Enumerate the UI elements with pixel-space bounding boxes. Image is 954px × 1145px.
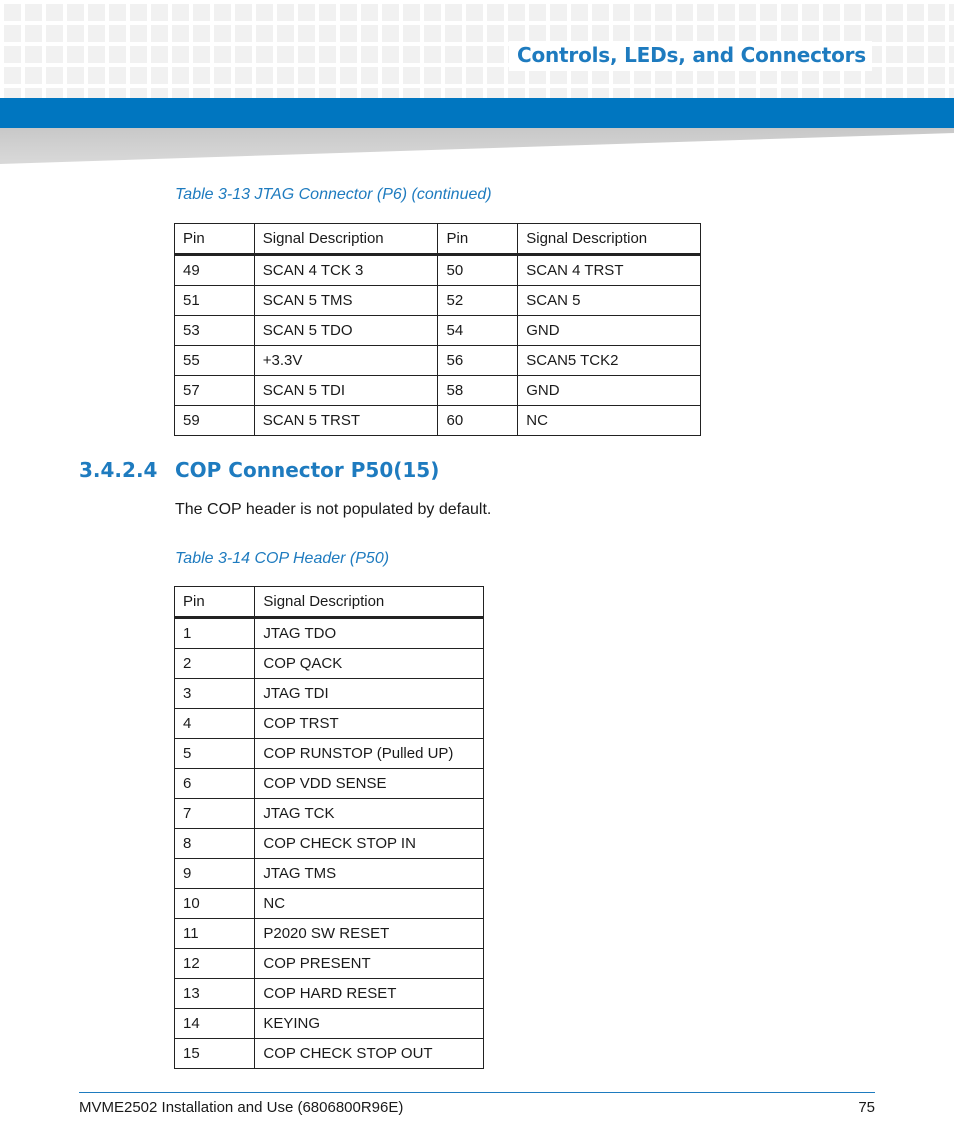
table-cell: 58	[438, 376, 518, 406]
table-cell: 53	[175, 316, 255, 346]
table-row	[175, 316, 701, 346]
table-cell: SCAN 5	[518, 286, 701, 316]
table-row	[175, 376, 701, 406]
table-cell: SCAN 5 TRST	[254, 406, 438, 436]
chapter-title: Controls, LEDs, and Connectors	[509, 41, 872, 71]
table-cell: 55	[175, 346, 255, 376]
table-cell: 6	[175, 769, 255, 799]
table-cell: +3.3V	[254, 346, 438, 376]
table-cell: 56	[438, 346, 518, 376]
table-cell: 4	[175, 709, 255, 739]
footer-rule	[79, 1092, 875, 1093]
table-cell: KEYING	[255, 1009, 484, 1039]
table-cell: 59	[175, 406, 255, 436]
table-row	[175, 406, 701, 436]
table-row	[175, 739, 484, 769]
header-cell: Signal Description	[518, 224, 701, 255]
table-row	[175, 679, 484, 709]
jtag-connector-table	[174, 223, 701, 436]
header-wedge	[0, 128, 954, 164]
table-cell: NC	[518, 406, 701, 436]
table-row	[175, 1009, 484, 1039]
table-cell: SCAN 5 TDO	[254, 316, 438, 346]
page-number: 75	[858, 1099, 875, 1116]
table-cell: COP PRESENT	[255, 949, 484, 979]
table-row	[175, 979, 484, 1009]
table-cell: 1	[175, 618, 255, 649]
table-cell: GND	[518, 316, 701, 346]
table-cell: JTAG TDI	[255, 679, 484, 709]
table-row	[175, 255, 701, 286]
table-row	[175, 769, 484, 799]
table-cell: NC	[255, 889, 484, 919]
table-cell: JTAG TCK	[255, 799, 484, 829]
section-heading	[79, 458, 439, 482]
table-cell: 52	[438, 286, 518, 316]
table-cell: SCAN 4 TCK 3	[254, 255, 438, 286]
table-cell: 15	[175, 1039, 255, 1069]
table-cell: 9	[175, 859, 255, 889]
table-cell: 60	[438, 406, 518, 436]
table-cell: 10	[175, 889, 255, 919]
table-cell: 7	[175, 799, 255, 829]
table-cell: 51	[175, 286, 255, 316]
table-cell: 14	[175, 1009, 255, 1039]
section-number: 3.4.2.4	[79, 458, 158, 482]
header-band	[0, 98, 954, 128]
header-cell: Pin	[175, 587, 255, 618]
table-cell: SCAN 5 TMS	[254, 286, 438, 316]
table-row	[175, 919, 484, 949]
table-cell: JTAG TDO	[255, 618, 484, 649]
table-row	[175, 709, 484, 739]
table-cell: COP TRST	[255, 709, 484, 739]
table-row	[175, 799, 484, 829]
table-cell: SCAN 5 TDI	[254, 376, 438, 406]
table-row	[175, 286, 701, 316]
table-cell: COP HARD RESET	[255, 979, 484, 1009]
header-cell: Pin	[438, 224, 518, 255]
table-cell: 57	[175, 376, 255, 406]
table-cell: COP RUNSTOP (Pulled UP)	[255, 739, 484, 769]
table-cell: 50	[438, 255, 518, 286]
table-row	[175, 649, 484, 679]
header-cell: Pin	[175, 224, 255, 255]
table-cell: 2	[175, 649, 255, 679]
table-cell: SCAN5 TCK2	[518, 346, 701, 376]
table-cell: COP CHECK STOP IN	[255, 829, 484, 859]
table-row	[175, 949, 484, 979]
table-cell: 49	[175, 255, 255, 286]
table-row	[175, 1039, 484, 1069]
table-cell: COP QACK	[255, 649, 484, 679]
table-cell: 5	[175, 739, 255, 769]
table-row	[175, 889, 484, 919]
header-cell: Signal Description	[255, 587, 484, 618]
section-title: COP Connector P50(15)	[175, 458, 440, 482]
table-cell: SCAN 4 TRST	[518, 255, 701, 286]
table-header-row	[175, 224, 701, 255]
table-cell: 8	[175, 829, 255, 859]
table-row	[175, 829, 484, 859]
table-cell: 11	[175, 919, 255, 949]
table-cell: COP VDD SENSE	[255, 769, 484, 799]
table-cell: P2020 SW RESET	[255, 919, 484, 949]
table-cell: 13	[175, 979, 255, 1009]
table-cell: COP CHECK STOP OUT	[255, 1039, 484, 1069]
cop-header-table	[174, 586, 484, 1069]
table-row	[175, 346, 701, 376]
table-row	[175, 618, 484, 649]
table-cell: 3	[175, 679, 255, 709]
table2-caption: Table 3-14 COP Header (P50)	[175, 550, 390, 567]
table1-caption: Table 3-13 JTAG Connector (P6) (continued)	[175, 186, 492, 203]
header-cell: Signal Description	[254, 224, 438, 255]
table-header-row	[175, 587, 484, 618]
table-row	[175, 859, 484, 889]
body-paragraph: The COP header is not populated by default.	[175, 501, 492, 518]
table-cell: JTAG TMS	[255, 859, 484, 889]
footer-document-title: MVME2502 Installation and Use (6806800R96E)	[79, 1099, 404, 1116]
table-cell: 54	[438, 316, 518, 346]
table-cell: 12	[175, 949, 255, 979]
table-cell: GND	[518, 376, 701, 406]
